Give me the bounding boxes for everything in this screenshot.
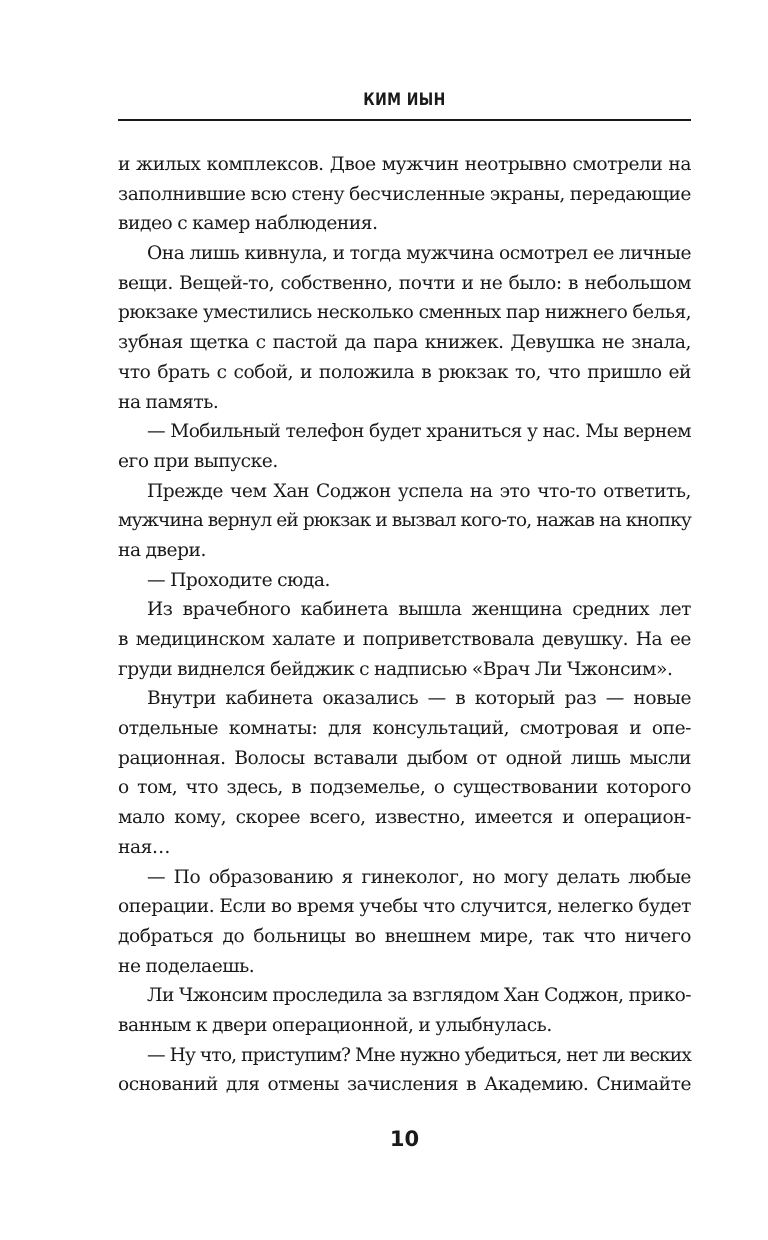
text-line: Ли Чжонсим проследила за взглядом Хан Соджон, прико- bbox=[147, 985, 691, 1007]
text-line: на память. bbox=[118, 391, 219, 413]
text-line: — Проходите сюда. bbox=[147, 569, 330, 591]
text-line: Внутри кабинета оказались — в который раз — новые bbox=[147, 688, 691, 710]
text-line: операции. Если во время учебы что случится, нелегко будет bbox=[118, 896, 691, 918]
text-line: Из врачебного кабинета вышла женщина средних лет bbox=[147, 599, 691, 621]
text-line: — По образованию я гинеколог, но могу делать любые bbox=[147, 866, 691, 888]
page-number: 10 bbox=[389, 1127, 420, 1151]
text-line: груди виднелся бейджик с надписью «Врач Ли Чжонсим». bbox=[118, 658, 673, 680]
text-line: не поделаешь. bbox=[118, 955, 255, 977]
text-line: рационная. Волосы вставали дыбом от одной лишь мысли bbox=[118, 747, 691, 769]
text-line: ванным к двери операционной, и улыбнулась. bbox=[118, 1014, 552, 1036]
text-line: рюкзаке уместились несколько сменных пар нижнего белья, bbox=[118, 302, 691, 324]
text-line: заполнившие всю стену бесчисленные экраны, передающие bbox=[118, 183, 691, 205]
text-line: ная… bbox=[118, 836, 171, 858]
text-line: на двери. bbox=[118, 539, 206, 561]
text-line: в медицинском халате и поприветствовала девушку. На ее bbox=[118, 629, 691, 650]
text-line: добраться до больницы во внешнем мире, так что ничего bbox=[118, 925, 691, 947]
text-line: его при выпуске. bbox=[118, 450, 278, 472]
running-head-author: КИМ ИЫН bbox=[363, 90, 446, 110]
text-line: мужчина вернул ей рюкзак и вызвал кого-то, нажав на кнопку bbox=[118, 510, 691, 532]
text-line: вещи. Вещей-то, собственно, почти и не было: в небольшом bbox=[118, 272, 691, 294]
text-line: и жилых комплексов. Двое мужчин неотрывно смотрели на bbox=[118, 154, 691, 175]
text-line: отдельные комнаты: для консультаций, смотровая и опе- bbox=[118, 718, 691, 740]
text-line: мало кому, скорее всего, известно, имеется и операцион- bbox=[118, 807, 691, 829]
body-text bbox=[118, 150, 691, 1100]
text-line: что брать с собой, и положила в рюкзак то, что пришло ей bbox=[118, 361, 691, 383]
text-line: о том, что здесь, в подземелье, о существовании которого bbox=[118, 777, 691, 799]
text-line: зубная щетка с пастой да пара книжек. Девушка не знала, bbox=[118, 332, 691, 354]
header-divider bbox=[118, 119, 691, 121]
text-line: оснований для отмены зачисления в Академию. Снимайте bbox=[118, 1074, 691, 1096]
text-line: Прежде чем Хан Соджон успела на это что-то ответить, bbox=[147, 480, 691, 502]
text-line: Она лишь кивнула, и тогда мужчина осмотрел ее личные bbox=[147, 243, 691, 265]
text-line: — Ну что, приступим? Мне нужно убедиться, нет ли веских bbox=[147, 1044, 691, 1066]
text-line: видео с камер наблюдения. bbox=[118, 213, 378, 235]
text-line: — Мобильный телефон будет храниться у нас. Мы вернем bbox=[147, 421, 691, 443]
